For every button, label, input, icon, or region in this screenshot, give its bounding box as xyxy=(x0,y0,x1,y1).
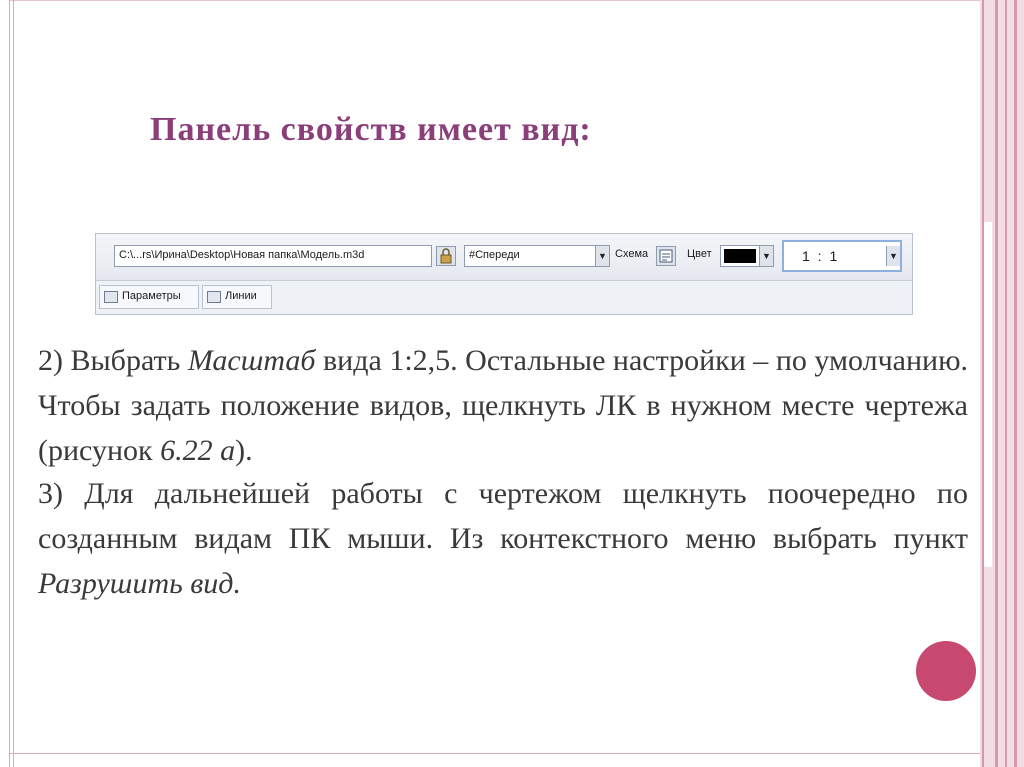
paragraph-step-2: 2) Выбрать Масштаб вида 1:2,5. Остальные настройки – по умолчанию. Чтобы задать положение видов, щелкнуть ЛК в нужном месте чертежа (рисунок 6.22 а). xyxy=(38,344,968,467)
right-band-line xyxy=(995,0,998,767)
chevron-down-icon[interactable]: ▼ xyxy=(886,246,900,266)
scheme-icon[interactable] xyxy=(656,246,676,266)
view-orientation-value: #Спереди xyxy=(469,249,520,261)
right-band-gap xyxy=(984,222,992,567)
slide-title: Панель свойств имеет вид: xyxy=(150,111,592,148)
tab-label: Параметры xyxy=(122,290,181,302)
toolbar-top-row xyxy=(96,234,912,280)
frame-bottom-border xyxy=(9,753,984,754)
color-swatch xyxy=(724,249,756,263)
separator xyxy=(678,246,684,266)
tab-lines[interactable] xyxy=(202,285,272,309)
lock-icon[interactable] xyxy=(436,246,456,266)
tab-parameters[interactable] xyxy=(99,285,199,309)
color-label: Цвет xyxy=(687,248,712,260)
scale-select[interactable] xyxy=(782,240,902,272)
frame-top-border xyxy=(9,0,984,1)
frame-left-border xyxy=(9,0,14,767)
right-band-line xyxy=(1014,0,1017,767)
view-orientation-select[interactable] xyxy=(464,245,610,267)
scale-value: 1 : 1 xyxy=(802,248,840,264)
toolbar-separator xyxy=(96,280,912,281)
right-band-line xyxy=(1005,0,1007,767)
tab-label: Линии xyxy=(225,290,257,302)
properties-panel-screenshot xyxy=(95,233,913,315)
scheme-label: Схема xyxy=(615,248,649,260)
parameters-icon xyxy=(104,291,118,303)
file-path-field[interactable]: C:\...rs\Ирина\Desktop\Новая папка\Модель.m3d xyxy=(114,245,432,267)
chevron-down-icon[interactable]: ▼ xyxy=(595,246,609,266)
lines-icon xyxy=(207,291,221,303)
chevron-down-icon[interactable]: ▼ xyxy=(759,246,773,266)
decorative-circle xyxy=(916,641,976,701)
color-select[interactable] xyxy=(720,245,774,267)
paragraph-step-3: 3) Для дальнейшей работы с чертежом щелкнуть поочередно по созданным видам ПК мыши. Из контекстного меню выбрать пункт Разрушить вид. xyxy=(38,477,968,600)
